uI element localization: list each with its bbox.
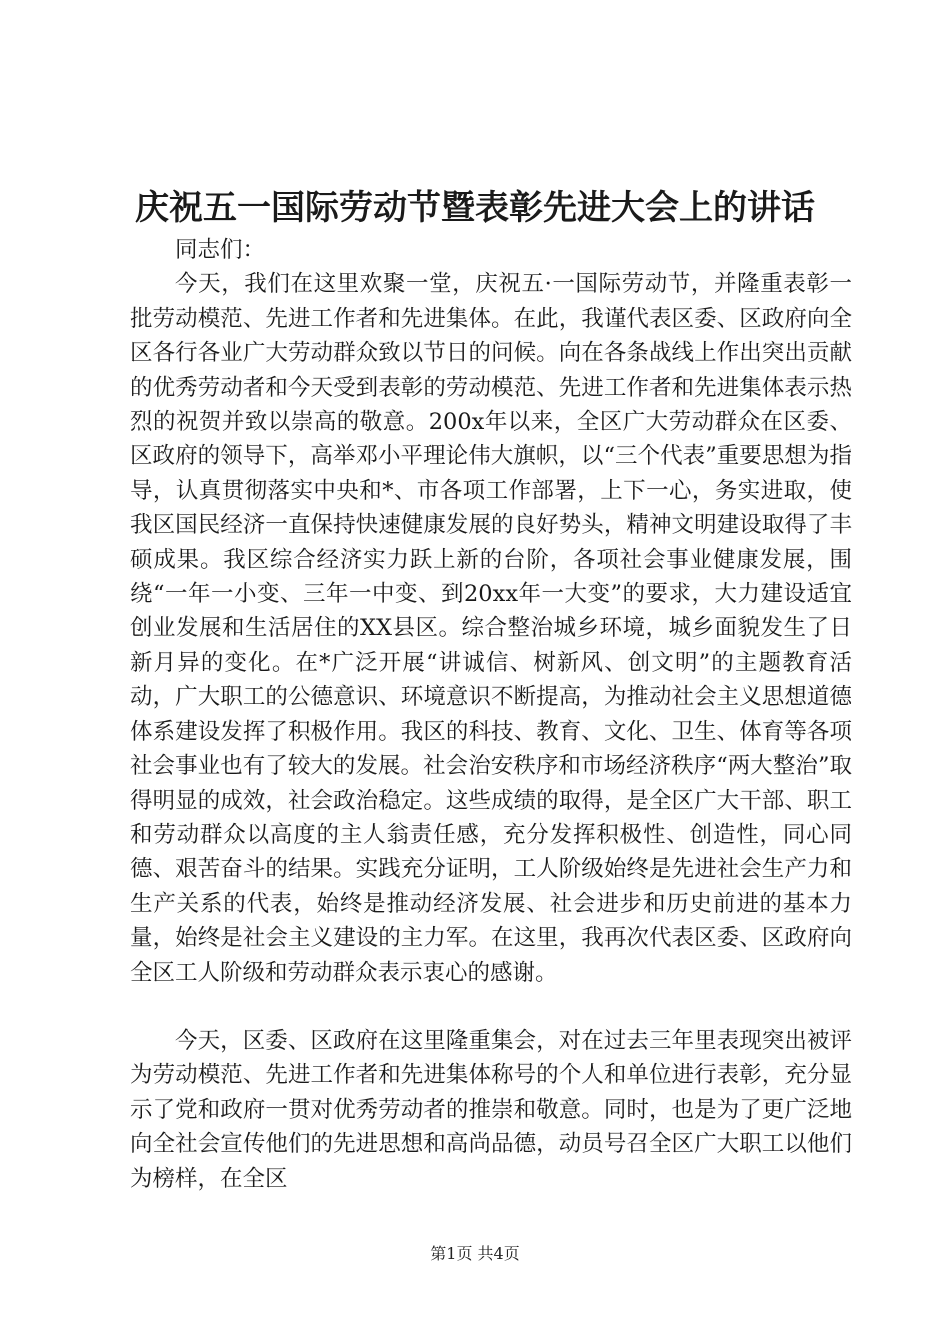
paragraph-2: 今天，区委、区政府在这里隆重集会，对在过去三年里表现突出被评为劳动模范、先进工作者和先进集体称号的个人和单位进行表彰，充分显示了党和政府一贯对优秀劳动者的推崇和敬意。同时，也是为了更广泛地向全社会宣传他们的先进思想和高尚品德，动员号召全区广大职工以他们为榜样，在全区: [130, 1027, 852, 1192]
document-body: [130, 233, 852, 1196]
page-number-footer: 第1页 共4页: [430, 1244, 520, 1263]
document-title: 庆祝五一国际劳动节暨表彰先进大会上的讲话: [135, 188, 815, 228]
salutation: 同志们：: [175, 237, 266, 263]
paragraph-1: 今天，我们在这里欢聚一堂，庆祝五·一国际劳动节，并隆重表彰一批劳动模范、先进工作者和先进集体。在此，我谨代表区委、区政府向全区各行各业广大劳动群众致以节日的问候。向在各条战线上作出突出贡献的优秀劳动者和今天受到表彰的劳动模范、先进工作者和先进集体表示热烈的祝贺并致以崇高的敬意。200x年以来，全区广大劳动群众在区委、区政府的领导下，高举邓小平理论伟大旗帜，以“三个代表”重要思想为指导，认真贯彻落实中央和*、市各项工作部署，上下一心，务实进取，使我区国民经济一直保持快速健康发展的良好势头，精神文明建设取得了丰硕成果。我区综合经济实力跃上新的台阶，各项社会事业健康发展，围绕“一年一小变、三年一中变、到20xx年一大变”的要求，大力建设适宜创业发展和生活居住的XX县区。综合整治城乡环境，城乡面貌发生了日新月异的变化。在*广泛开展“讲诚信、树新风、创文明”的主题教育活动，广大职工的公德意识、环境意识不断提高，为推动社会主义思想道德体系建设发挥了积极作用。我区的科技、教育、文化、卫生、体育等各项社会事业也有了较大的发展。社会治安秩序和市场经济秩序“两大整治”取得明显的成效，社会政治稳定。这些成绩的取得，是全区广大干部、职工和劳动群众以高度的主人翁责任感，充分发挥积极性、创造性，同心同德、艰苦奋斗的结果。实践充分证明，工人阶级始终是先进社会生产力和生产关系的代表，始终是推动经济发展、社会进步和历史前进的基本力量，始终是社会主义建设的主力军。在这里，我再次代表区委、区政府向全区工人阶级和劳动群众表示衷心的感谢。: [130, 271, 852, 986]
